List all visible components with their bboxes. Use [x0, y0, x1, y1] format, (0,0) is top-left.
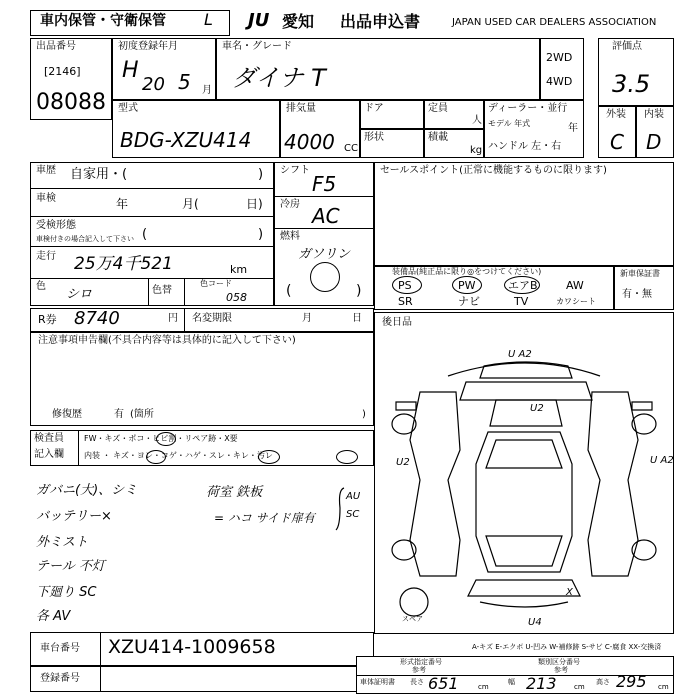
- width-label: 幅: [508, 678, 515, 686]
- damage-legend: A-キズ E-エクボ U-凹み W-補修跡 S-サビ C-腐食 XX-交換済: [472, 643, 662, 651]
- warranty-value: 有・無: [622, 289, 652, 300]
- equip-pw-circle: [452, 276, 482, 294]
- inspector-label-2: 記入欄: [34, 449, 64, 460]
- year-unit: 年: [568, 123, 578, 134]
- name-change-label: 名変期限: [192, 313, 232, 324]
- hand-note-side-door: = ハコ サイド扉有: [214, 511, 315, 525]
- english-title: JAPAN USED CAR DEALERS ASSOCIATION: [452, 17, 657, 28]
- grade-value: 3.5: [612, 70, 651, 98]
- recycle-yen: 円: [168, 313, 178, 324]
- car-diagram: [376, 340, 672, 630]
- drive-4wd: 4WD: [546, 75, 573, 88]
- rear-label: 後日品: [382, 317, 412, 328]
- inspector-row-1: FW・キズ・ポコ・ヒビ割・リペア跡・X要: [84, 434, 238, 443]
- guarantee-label: 受検形態: [36, 220, 76, 231]
- fuel-value: ガソリン: [298, 247, 351, 262]
- recycle-amount: 8740: [74, 308, 120, 329]
- exterior-grade: C: [610, 130, 624, 154]
- hand-note-4: テール 不灯: [36, 559, 105, 574]
- form-title: 出品申込書: [340, 12, 421, 31]
- interior-label: 内装: [644, 109, 664, 120]
- height-cm: cm: [658, 683, 669, 691]
- category-label: 類別区分番号: [538, 658, 580, 666]
- repair-label: 修復歴: [52, 409, 82, 420]
- damage-mark-left: U2: [396, 457, 410, 468]
- hand-note-3: 外ミスト: [36, 535, 89, 550]
- car-name: ダイナ T: [232, 64, 326, 92]
- warranty-label: 新車保証書: [620, 269, 660, 278]
- lot-small: [2146]: [44, 65, 81, 78]
- repair-close: ): [362, 409, 366, 420]
- handle-label: ハンドル 左・右: [488, 141, 562, 152]
- shift-value: F5: [312, 172, 337, 196]
- equip-ps: PS: [398, 279, 412, 292]
- mileage-value: 25万4千521: [74, 254, 173, 274]
- guarantee-close: ): [258, 227, 264, 242]
- hand-note-sc: SC: [346, 509, 360, 520]
- era: H: [122, 58, 139, 83]
- registration-block: [30, 666, 374, 692]
- history-label: 車歴: [36, 165, 56, 176]
- door-label: ドア: [364, 103, 384, 114]
- equip-sr: SR: [398, 295, 413, 308]
- load-label: 積載: [428, 132, 448, 143]
- shift-label: シフト: [280, 165, 310, 176]
- displacement-value: 4000: [284, 130, 335, 154]
- height-label: 高さ: [596, 678, 610, 686]
- hand-bracket: [334, 486, 348, 532]
- load-unit: kg: [470, 145, 483, 156]
- equip-airbag-circle: [504, 276, 540, 294]
- hand-note-5: 下廻り SC: [36, 585, 97, 600]
- cc-unit: CC: [344, 143, 358, 154]
- history-close: ): [258, 167, 264, 182]
- equip-ps-circle: [392, 276, 422, 294]
- spare-label: スペア: [402, 615, 423, 623]
- chassis-label: 車台番号: [40, 643, 80, 654]
- equip-airbag: エアB: [508, 279, 538, 292]
- cert-label: 車体証明書: [360, 678, 395, 686]
- storage-mark: L: [204, 10, 213, 29]
- km-unit: km: [230, 263, 248, 276]
- name-change-day: 日: [352, 313, 362, 324]
- color-code-value: 058: [226, 291, 247, 304]
- first-reg-label: 初度登録年月: [118, 41, 178, 52]
- ref-2: 参考: [554, 666, 568, 674]
- ju-logo: JU: [248, 10, 270, 31]
- sales-point-label: セールスポイント(正常に機能するものに限ります): [380, 165, 607, 176]
- equip-navi: ナビ: [458, 295, 480, 308]
- inspection-year: 年: [116, 197, 129, 211]
- repair-value: 有: [114, 409, 124, 420]
- damage-mark-right: U A2: [650, 455, 674, 466]
- damage-mark-rear: U4: [528, 617, 542, 628]
- model-label: 型式: [118, 103, 138, 114]
- recycle-label: R券: [38, 313, 57, 326]
- height-value: 295: [616, 672, 647, 691]
- guarantee-paren: (: [142, 227, 148, 242]
- fuel-close: ): [356, 283, 362, 299]
- hand-note-1: ガバニ(大)、シミ: [36, 483, 138, 498]
- inspector-row-2: 内装 ・ キズ・ヨレ・コゲ・ハゲ・スレ・キレ・汚レ: [84, 451, 273, 460]
- fuel-open: (: [286, 283, 292, 299]
- dealer-label: ディーラー・並行: [488, 103, 568, 114]
- grade-label: 評価点: [612, 41, 642, 52]
- inspector-mark-4: [336, 450, 358, 464]
- registration-label: 登録番号: [40, 673, 80, 684]
- equip-pw: PW: [458, 279, 476, 292]
- color-label: 色: [36, 281, 46, 292]
- model-value: BDG-XZU414: [120, 128, 252, 152]
- reg-month-unit: 月: [202, 85, 212, 96]
- length-value: 651: [428, 674, 459, 693]
- aircon-value: AC: [312, 204, 340, 228]
- car-name-label: 車名・グレード: [222, 41, 292, 52]
- lot-number: 08088: [36, 90, 106, 115]
- inspector-mark-1: [156, 432, 176, 446]
- repair-place: (箇所: [130, 409, 154, 420]
- displacement-label: 排気量: [286, 103, 316, 114]
- storage-label: 車内保管・守衛保管: [40, 13, 166, 29]
- drive-cell: [540, 38, 584, 100]
- exterior-label: 外装: [606, 109, 626, 120]
- color-value: シロ: [66, 287, 93, 302]
- spec-label: 形式指定番号: [400, 658, 442, 666]
- capacity-label: 定員: [428, 103, 448, 114]
- history-value: 自家用・(: [70, 167, 128, 182]
- notes-label: 注意事項申告欄(不具合内容等は具体的に記入して下さい): [38, 335, 296, 346]
- shape-label: 形状: [364, 132, 384, 143]
- equip-seat: カワシート: [556, 297, 596, 306]
- ref-1: 参考: [412, 666, 426, 674]
- aircon-label: 冷房: [280, 199, 300, 210]
- damage-mark-front: U A2: [508, 349, 532, 360]
- interior-grade: D: [646, 130, 662, 154]
- hand-note-cargo: 荷室 鉄板: [206, 485, 263, 500]
- length-cm: cm: [478, 683, 489, 691]
- reg-year: 20: [142, 74, 165, 95]
- guarantee-note: 車検付きの場合記入して下さい: [36, 235, 134, 243]
- name-change-month: 月: [302, 313, 312, 324]
- equipment-label: 装備品(純正品に限り◎をつけてください): [392, 267, 542, 276]
- model-year-label: モデル 年式: [488, 119, 531, 128]
- inspector-mark-2: [146, 450, 166, 464]
- drive-2wd: 2WD: [546, 51, 573, 64]
- inspector-mark-3: [258, 450, 280, 464]
- inspector-label-1: 検査員: [34, 433, 64, 444]
- equip-tv: TV: [514, 295, 529, 308]
- mileage-label: 走行: [36, 251, 56, 262]
- lot-label: 出品番号: [36, 41, 76, 52]
- hand-note-au: AU: [346, 491, 361, 502]
- sales-point-block: [374, 162, 674, 266]
- fuel-selected-circle: [310, 262, 340, 292]
- org-name: 愛知: [282, 12, 315, 31]
- inspection-label: 車検: [36, 193, 56, 204]
- fuel-label: 燃料: [280, 231, 300, 242]
- hand-note-2: バッテリー×: [36, 509, 112, 524]
- inspection-month: 月(: [182, 197, 199, 211]
- chassis-value: XZU414-1009658: [108, 636, 276, 658]
- width-value: 213: [526, 674, 557, 693]
- trim-color-label: 色替: [152, 285, 172, 296]
- color-code-label: 色コード: [200, 279, 232, 288]
- damage-mark-x: X: [566, 587, 573, 598]
- width-cm: cm: [574, 683, 585, 691]
- inspection-day: 日): [246, 197, 263, 211]
- reg-month: 5: [178, 70, 191, 94]
- length-label: 長さ: [410, 678, 424, 686]
- capacity-unit: 人: [472, 115, 482, 126]
- equip-aw: AW: [566, 279, 584, 292]
- hand-note-6: 各 AV: [36, 609, 71, 624]
- damage-mark-hood: U2: [530, 403, 544, 414]
